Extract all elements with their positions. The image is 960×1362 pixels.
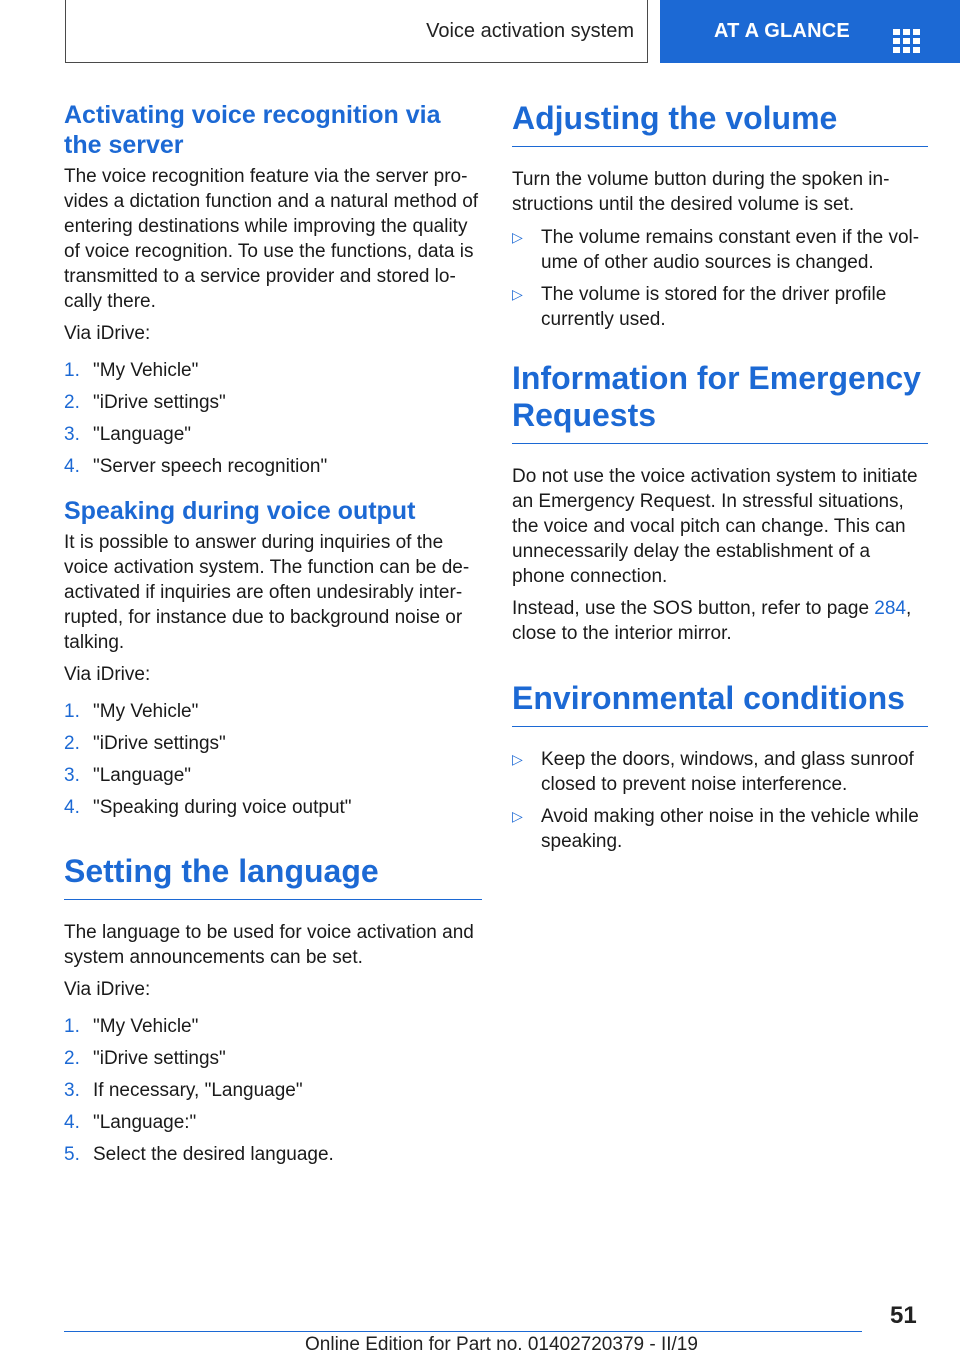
list-item: 4. "Server speech recognition" [64,456,328,477]
list-item: 1. "My Vehicle" [64,1016,199,1037]
via-idrive-label: Via iDrive: [64,664,151,685]
paragraph: The voice recognition feature via the server pro-vides a dictation function and a natural method of entering destinations while improving the quality of voice recognition. To use the functions, data is transmitted to a service provider and stored lo-cally there. [64,166,479,312]
chapter-title: AT A GLANCE [714,20,850,42]
triangle-bullet-icon: ▷ [512,286,523,302]
bullet-list [512,225,928,332]
steps-list [64,699,482,827]
section-title: Voice activation system [426,19,634,42]
steps-list [64,1014,482,1174]
left-column [64,100,482,1174]
list-item: ▷ The volume remains constant even if the vol-ume of other audio sources is changed. [512,227,920,273]
footer-edition: Online Edition for Part no. 01402720379 - II/19 [305,1334,698,1355]
running-header-section [65,0,648,63]
list-item: 4. "Language:" [64,1112,197,1133]
heading-emergency-requests: Information for Emergency Requests [512,360,928,444]
list-item: 4. "Speaking during voice output" [64,797,352,818]
grid-icon[interactable] [893,29,920,53]
heading-environmental-conditions: Environmental conditions [512,680,928,727]
bullet-list [512,747,928,854]
triangle-bullet-icon: ▷ [512,808,523,824]
list-item: ▷ The volume is stored for the driver profile currently used. [512,284,887,330]
list-item: 3. If necessary, "Language" [64,1080,303,1101]
list-item: 1. "My Vehicle" [64,701,199,722]
list-item: 2. "iDrive settings" [64,392,226,413]
list-item: ▷ Keep the doors, windows, and glass sunroof closed to prevent noise interference. [512,749,914,795]
footer-divider [64,1331,862,1332]
list-item: 3. "Language" [64,424,192,445]
list-item: 2. "iDrive settings" [64,733,226,754]
paragraph-sos-reference: Instead, use the SOS button, refer to page 284, close to the interior mirror. [512,598,912,644]
via-idrive-label: Via iDrive: [64,979,151,1000]
paragraph: It is possible to answer during inquiries of the voice activation system. The function can be de-activated if inquiries are often undesirably inter-rupted, for instance due to background noise or talking. [64,532,470,653]
page-reference-link[interactable]: 284 [874,598,906,619]
via-idrive-label: Via iDrive: [64,323,151,344]
steps-list [64,358,482,486]
triangle-bullet-icon: ▷ [512,229,523,245]
list-item: ▷ Avoid making other noise in the vehicle while speaking. [512,806,919,852]
page-number: 51 [890,1302,917,1329]
paragraph: The language to be used for voice activation and system announcements can be set. [64,922,474,968]
right-column [512,100,928,861]
heading-adjusting-volume: Adjusting the volume [512,100,928,147]
heading-speaking-during-output: Speaking during voice output [64,497,416,525]
list-item: 2. "iDrive settings" [64,1048,226,1069]
list-item: 5. Select the desired language. [64,1144,334,1165]
list-item: 1. "My Vehicle" [64,360,199,381]
triangle-bullet-icon: ▷ [512,751,523,767]
paragraph: Do not use the voice activation system to initiate an Emergency Request. In stressful situations, the voice and vocal pitch can change. This can unnecessarily delay the establishment of a phone connection. [512,466,918,587]
paragraph: Turn the volume button during the spoken in-structions until the desired volume is set. [512,169,890,215]
heading-voice-recognition-server: Activating voice recognition via the server [64,101,441,159]
heading-setting-language: Setting the language [64,853,482,900]
list-item: 3. "Language" [64,765,192,786]
